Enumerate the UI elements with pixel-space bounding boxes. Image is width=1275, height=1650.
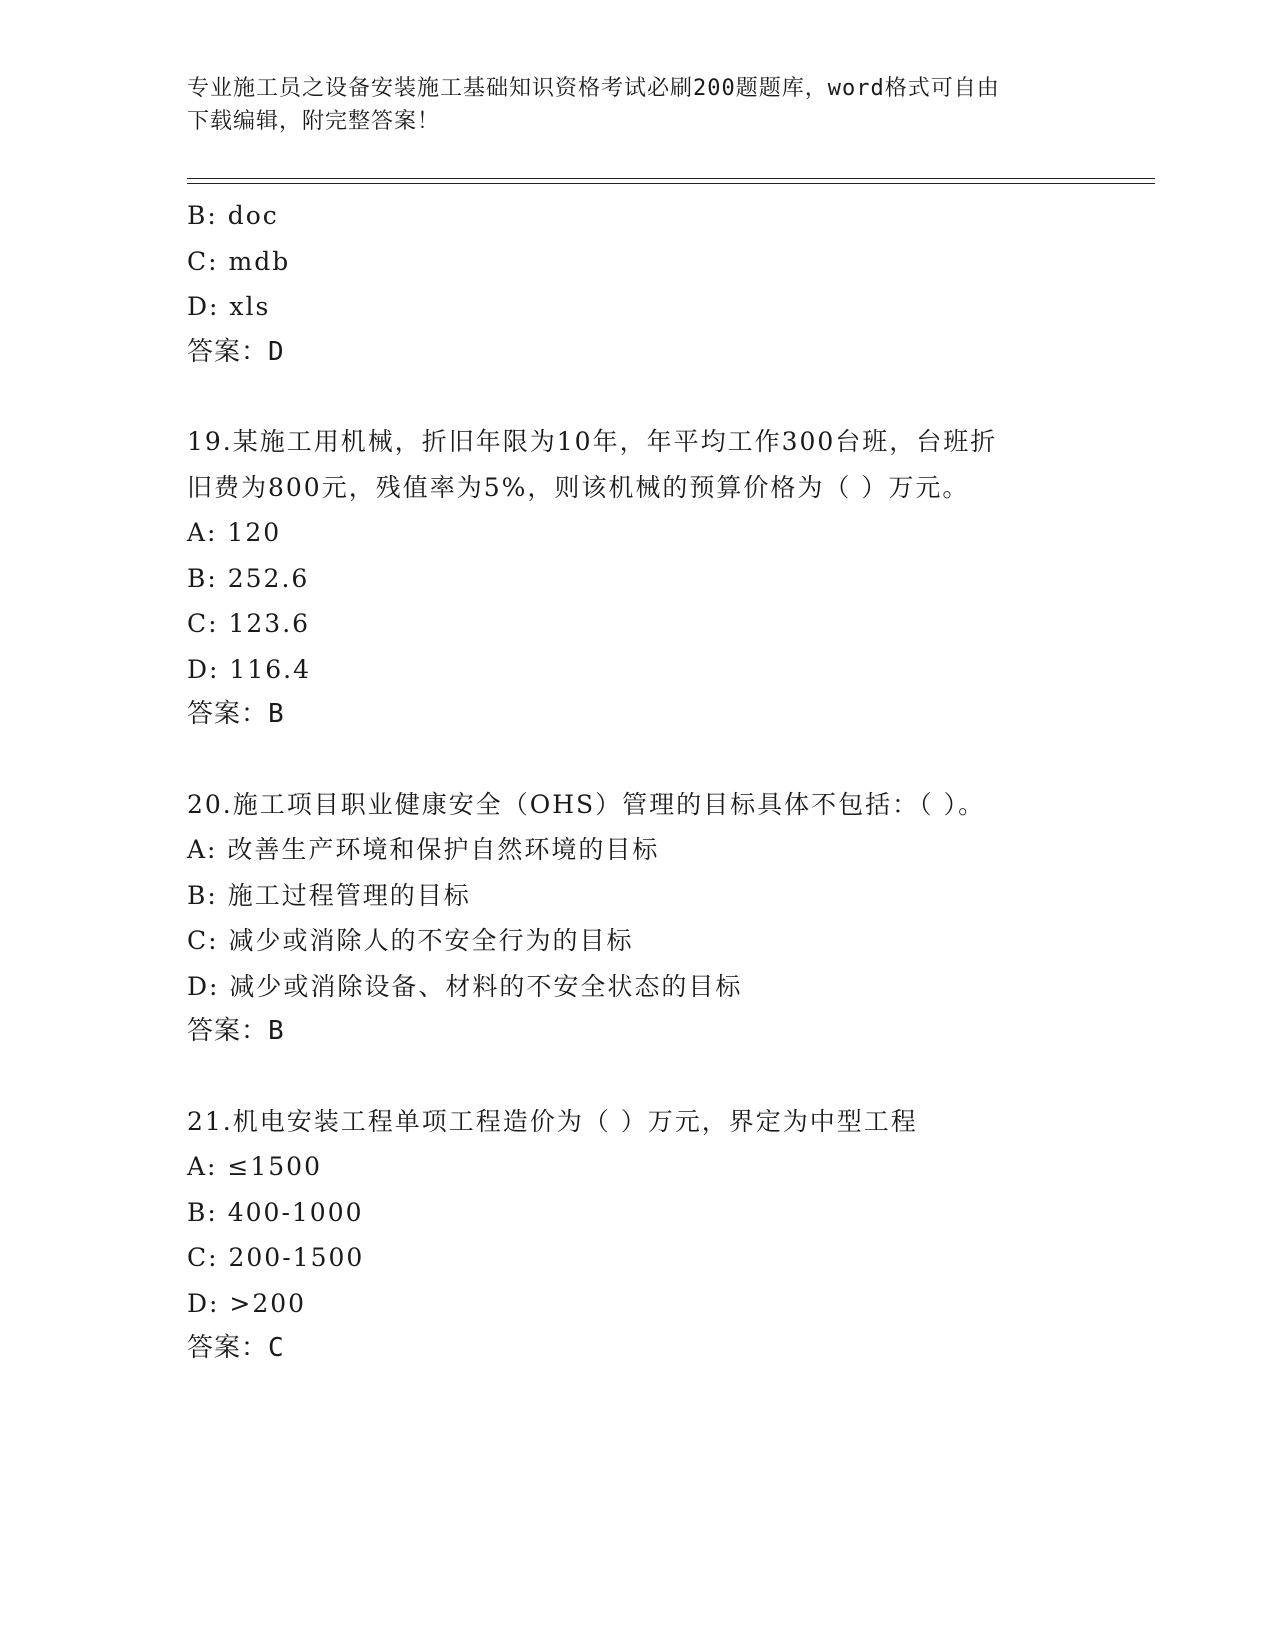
- option-b: B: 252.6: [187, 563, 310, 593]
- option-d: D: xls: [187, 292, 271, 321]
- answer-label: 答案：B: [187, 699, 285, 729]
- answer-label: 答案：B: [187, 1016, 285, 1046]
- option-d: D: 减少或消除设备、材料的不安全状态的目标: [187, 971, 743, 1001]
- option-a: A: 改善生产环境和保护自然环境的目标: [187, 835, 660, 864]
- option-b: B: doc: [187, 201, 279, 230]
- option-a: A: 120: [187, 518, 282, 547]
- question-21: [187, 1099, 1147, 1372]
- option-a: A: ≤1500: [187, 1152, 322, 1181]
- header-line-1: 专业施工员之设备安装施工基础知识资格考试必刷200题题库，word格式可自由: [187, 76, 1000, 101]
- header-rule-bottom: [187, 183, 1155, 184]
- option-c: C: 123.6: [187, 609, 311, 638]
- question-list: [187, 193, 1147, 1372]
- answer-label: 答案：C: [187, 1333, 285, 1363]
- option-c: C: 200-1500: [187, 1243, 365, 1272]
- question-18-continuation: [187, 193, 1147, 375]
- question-19: [187, 419, 1147, 738]
- header-line-2: 下载编辑，附完整答案！: [187, 109, 441, 134]
- question-stem-line: 21.机电安装工程单项工程造价为（ ）万元，界定为中型工程: [187, 1106, 918, 1136]
- option-b: B: 400-1000: [187, 1197, 364, 1227]
- option-b: B: 施工过程管理的目标: [187, 880, 471, 910]
- question-stem-line: 19.某施工用机械，折旧年限为10年，年平均工作300台班，台班折: [187, 427, 998, 456]
- option-d: D: >200: [187, 1288, 307, 1318]
- page-header: [187, 72, 1087, 138]
- option-d: D: 116.4: [187, 654, 311, 684]
- answer-label: 答案：D: [187, 336, 285, 367]
- question-stem-line: 20.施工项目职业健康安全（OHS）管理的目标具体不包括：（ ）。: [187, 789, 986, 819]
- header-rule-top: [187, 178, 1155, 179]
- option-c: C: mdb: [187, 246, 291, 276]
- question-20: [187, 782, 1147, 1055]
- option-c: C: 减少或消除人的不安全行为的目标: [187, 926, 634, 955]
- question-stem-line: 旧费为800元，残值率为5%，则该机械的预算价格为（ ）万元。: [187, 472, 970, 502]
